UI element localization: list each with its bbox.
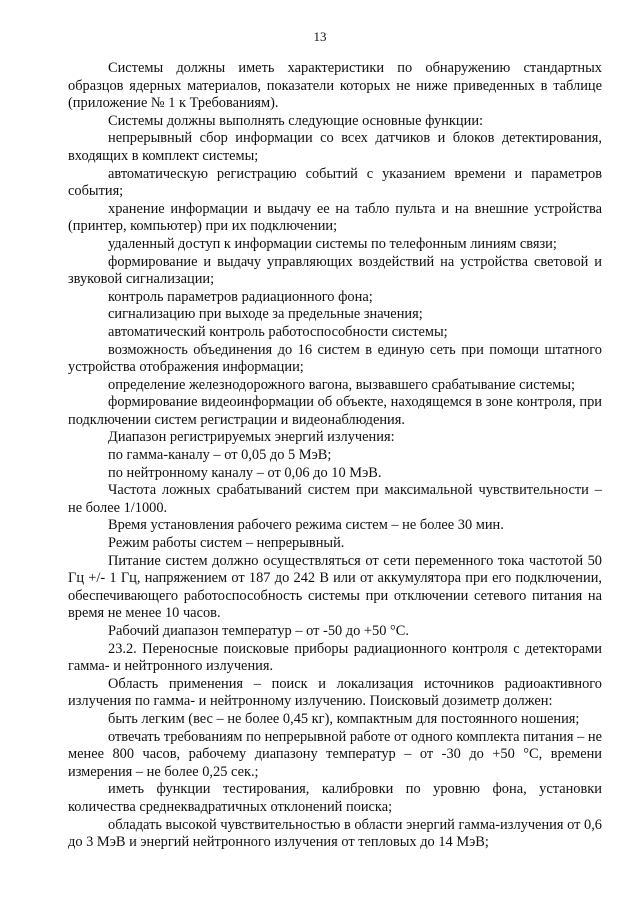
list-item: иметь функции тестирования, калибровки по уровню фона, установки количества среднеквадратичных отклонений поиска; (68, 781, 602, 815)
paragraph: Системы должны иметь характеристики по обнаружению стандартных образцов ядерных материалов, показатели которых не ниже приведенных в таблице (приложение № 1 к Требованиям). (68, 60, 602, 112)
section-heading: 23.2. Переносные поисковые приборы радиационного контроля с детекторами гамма- и нейтронного излучения. (68, 640, 602, 675)
list-item: автоматический контроль работоспособности системы; (108, 323, 448, 340)
list-item: удаленный доступ к информации системы по телефонным линиям связи; (108, 235, 557, 252)
paragraph: Системы должны выполнять следующие основные функции: (108, 112, 484, 129)
list-item: возможность объединения до 16 систем в единую сеть при помощи штатного устройства отображения информации; (68, 341, 602, 376)
list-item: по нейтронному каналу – от 0,06 до 10 МэВ. (108, 464, 382, 481)
document-body (68, 60, 602, 852)
paragraph: Рабочий диапазон температур – от -50 до +50 °С. (108, 623, 409, 639)
paragraph: Область применения – поиск и локализация источников радиоактивного излучения по гамма- и нейтронному излучению. Поисковый дозиметр должен: (68, 675, 602, 710)
paragraph: Питание систем должно осуществляться от сети переменного тока частотой 50 Гц +/- 1 Гц, напряжением от 187 до 242 В или от аккумулятора при его подключении, обеспечивающего работоспособность системы при отключении сетевого питания на время не менее 10 часов. (68, 552, 602, 622)
list-item: определение железнодорожного вагона, вызвавшего срабатывание системы; (108, 376, 576, 393)
paragraph: Режим работы систем – непрерывный. (108, 535, 345, 552)
paragraph: Диапазон регистрируемых энергий излучения: (108, 429, 395, 446)
list-item: отвечать требованиям по непрерывной работе от одного комплекта питания – не менее 800 часов, рабочему диапазону температур – от -30 до +50 °С, времени измерения – не более 0,25 сек.; (68, 728, 602, 780)
list-item: формирование и выдачу управляющих воздействий на устройства световой и звуковой сигнализации; (68, 253, 602, 288)
list-item: автоматическую регистрацию событий с указанием времени и параметров события; (68, 165, 602, 200)
paragraph: Время установления рабочего режима систем – не более 30 мин. (108, 517, 504, 534)
list-item: контроль параметров радиационного фона; (108, 288, 373, 305)
list-item: обладать высокой чувствительностью в области энергий гамма-излучения от 0,6 до 3 МэВ и энергий нейтронного излучения от тепловых до 14 МэВ; (68, 816, 602, 851)
paragraph: Частота ложных срабатываний систем при максимальной чувствительности – не более 1/1000. (68, 482, 602, 516)
list-item: по гамма-каналу – от 0,05 до 5 МэВ; (108, 447, 332, 464)
list-item: хранение информации и выдачу ее на табло пульта и на внешние устройства (принтер, компьютер) при их подключении; (68, 200, 602, 235)
list-item: сигнализацию при выходе за предельные значения; (108, 306, 423, 323)
list-item: формирование видеоинформации об объекте, находящемся в зоне контроля, при подключении систем регистрации и видеонаблюдения. (68, 394, 602, 428)
list-item: непрерывный сбор информации со всех датчиков и блоков детектирования, входящих в комплект системы; (68, 130, 602, 164)
page-number: 13 (313, 29, 327, 44)
list-item: быть легким (вес – не более 0,45 кг), компактным для постоянного ношения; (108, 710, 580, 727)
